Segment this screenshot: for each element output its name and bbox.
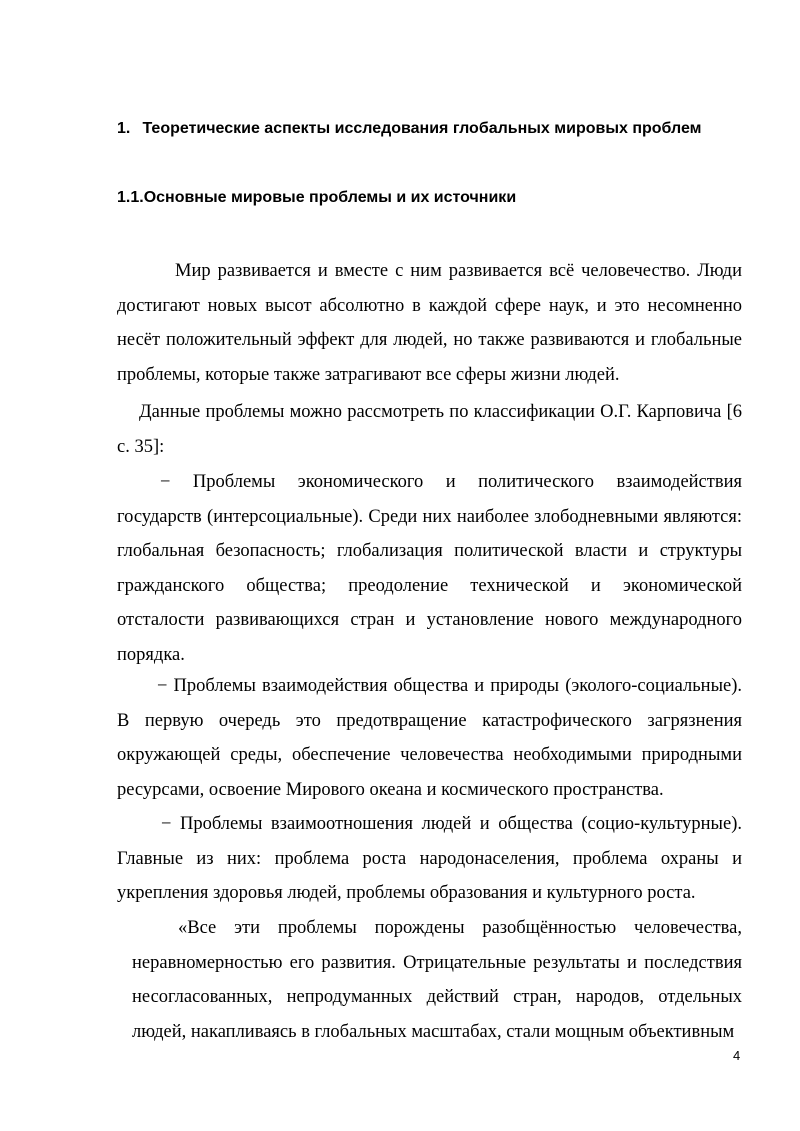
list-item-intersocial: − Проблемы экономического и политического взаимодействия государств (интерсоциальные). Среди них наиболее злободневными являются: глобальная безопасность; глобализация политической власти и структуры гражданского общества; преодоление технической и экономической отсталости развивающихся стран и установление нового международного порядка. [117, 472, 742, 665]
quote-paragraph: «Все эти проблемы порождены разобщённостью человечества, неравномерностью его развития. Отрицательные результаты и последствия несогласованных, непродуманных действий стран, народов, отдельных людей, накапливаясь в глобальных масштабах, стали мощным объективным [132, 918, 742, 1042]
classification-paragraph: Данные проблемы можно рассмотреть по классификации О.Г. Карповича [6 с. 35]: [117, 402, 742, 457]
chapter-title: Теоретические аспекты исследования глобальных мировых проблем [142, 120, 702, 137]
list-item-ecosocial: − Проблемы взаимодействия общества и природы (эколого-социальные). В первую очередь это предотвращение катастрофического загрязнения окружающей среды, обеспечение человечества необходимыми природными ресурсами, освоение Мирового океана и космического пространства. [117, 676, 742, 800]
list-item-sociocultural: − Проблемы взаимоотношения людей и общества (социо-культурные). Главные из них: проблема роста народонаселения, проблема охраны и укрепления здоровья людей, проблемы образования и культурного роста. [117, 814, 742, 903]
chapter-heading [117, 118, 757, 140]
page-number: 4 [733, 1048, 741, 1063]
intro-paragraph: Мир развивается и вместе с ним развивается всё человечество. Люди достигают новых высот абсолютно в каждой сфере наук, и это несомненно несёт положительный эффект для людей, но также развиваются и глобальные проблемы, которые также затрагивают все сферы жизни людей. [117, 261, 742, 385]
section-heading: 1.1.Основные мировые проблемы и их источники [117, 189, 517, 206]
chapter-number: 1. [117, 120, 131, 137]
